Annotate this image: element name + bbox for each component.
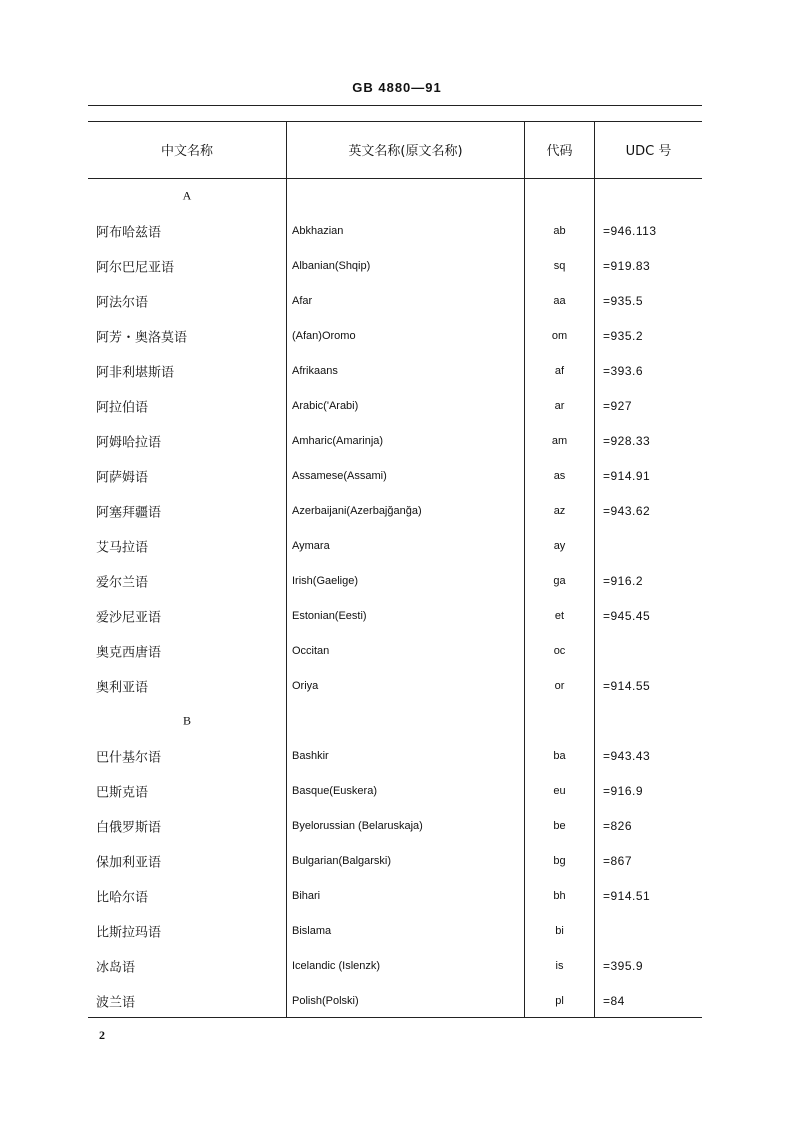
english-name-cell: Polish(Polski): [292, 994, 359, 1007]
chinese-name-cell: 阿法尔语: [96, 295, 149, 310]
chinese-name-cell: 冰岛语: [96, 960, 136, 975]
table-row: [0, 493, 794, 528]
english-name-cell: Basque(Euskera): [292, 784, 377, 797]
code-cell: bg: [553, 854, 566, 867]
english-name-cell: Amharic(Amarinja): [292, 434, 384, 447]
udc-cell: =919.83: [603, 258, 651, 273]
english-name-cell: Bislama: [292, 924, 332, 937]
section-row: [0, 178, 794, 213]
table-row: [0, 213, 794, 248]
code-cell: as: [553, 469, 566, 482]
code-cell: am: [551, 434, 568, 447]
table-row: [0, 738, 794, 773]
code-cell: sq: [553, 259, 566, 272]
english-name-cell: Albanian(Shqip): [292, 259, 371, 272]
code-cell: oc: [553, 644, 566, 657]
chinese-name-cell: 阿拉伯语: [96, 400, 149, 415]
chinese-name-cell: 奥利亚语: [96, 680, 149, 695]
udc-cell: =826: [603, 818, 633, 833]
udc-cell: =916.9: [603, 783, 644, 798]
table-row: [0, 318, 794, 353]
code-cell: is: [555, 959, 564, 972]
table-row: [0, 423, 794, 458]
english-name-cell: Arabic('Arabi): [292, 399, 359, 412]
udc-cell: =946.113: [603, 223, 657, 238]
chinese-name-cell: 阿芳・奥洛莫语: [96, 330, 188, 345]
udc-cell: =943.62: [603, 503, 651, 518]
code-cell: ab: [553, 224, 566, 237]
english-name-cell: Afar: [292, 294, 313, 307]
table-top-rule: [88, 121, 702, 122]
column-header-udc: UDC 号: [625, 144, 672, 159]
code-cell: af: [554, 364, 565, 377]
udc-cell: =945.45: [603, 608, 651, 623]
english-name-cell: Assamese(Assami): [292, 469, 387, 482]
chinese-name-cell: 奥克西唐语: [96, 645, 162, 660]
code-cell: ga: [553, 574, 566, 587]
table-row: [0, 633, 794, 668]
udc-cell: =935.5: [603, 293, 644, 308]
chinese-name-cell: 阿非利堪斯语: [96, 365, 175, 380]
column-header-code: 代码: [546, 144, 573, 159]
document-header: GB 4880—91: [352, 80, 442, 95]
english-name-cell: Aymara: [292, 539, 330, 552]
chinese-name-cell: 阿布哈兹语: [96, 225, 162, 240]
code-cell: ar: [554, 399, 565, 412]
section-row: [0, 703, 794, 738]
chinese-name-cell: 阿尔巴尼亚语: [96, 260, 175, 275]
chinese-name-cell: 波兰语: [96, 995, 136, 1010]
chinese-name-cell: 比斯拉玛语: [96, 925, 162, 940]
column-header-english-name: 英文名称(原文名称): [348, 144, 463, 159]
table-row: [0, 668, 794, 703]
table-row: [0, 388, 794, 423]
section-letter: A: [182, 188, 192, 202]
chinese-name-cell: 巴什基尔语: [96, 750, 162, 765]
table-row: [0, 528, 794, 563]
table-row: [0, 913, 794, 948]
table-row: [0, 773, 794, 808]
udc-cell: =928.33: [603, 433, 651, 448]
code-cell: et: [554, 609, 565, 622]
udc-cell: =916.2: [603, 573, 644, 588]
english-name-cell: Afrikaans: [292, 364, 338, 377]
english-name-cell: Byelorussian (Belaruskaja): [292, 819, 423, 832]
english-name-cell: Icelandic (Islenzk): [292, 959, 381, 972]
english-name-cell: Bulgarian(Balgarski): [292, 854, 392, 867]
udc-cell: =935.2: [603, 328, 644, 343]
english-name-cell: Occitan: [292, 644, 330, 657]
udc-cell: =927: [603, 398, 633, 413]
code-cell: om: [551, 329, 568, 342]
udc-cell: =914.51: [603, 888, 651, 903]
udc-cell: =914.91: [603, 468, 651, 483]
udc-cell: =393.6: [603, 363, 644, 378]
chinese-name-cell: 艾马拉语: [96, 540, 149, 555]
code-cell: bi: [555, 924, 564, 937]
chinese-name-cell: 爱沙尼亚语: [96, 610, 162, 625]
english-name-cell: Azerbaijani(Azerbajğanğa): [292, 504, 422, 517]
section-letter: B: [182, 713, 191, 727]
table-row: [0, 948, 794, 983]
chinese-name-cell: 阿姆哈拉语: [96, 435, 162, 450]
code-cell: be: [553, 819, 566, 832]
chinese-name-cell: 白俄罗斯语: [96, 820, 162, 835]
table-row: [0, 808, 794, 843]
chinese-name-cell: 保加利亚语: [96, 855, 162, 870]
table-row: [0, 563, 794, 598]
chinese-name-cell: 爱尔兰语: [96, 575, 149, 590]
udc-cell: =84: [603, 993, 625, 1008]
udc-cell: =867: [603, 853, 633, 868]
english-name-cell: Irish(Gaelige): [292, 574, 359, 587]
code-cell: aa: [553, 294, 566, 307]
page-number: 2: [99, 1028, 105, 1042]
table-row: [0, 878, 794, 913]
english-name-cell: Bihari: [292, 889, 321, 902]
table-row: [0, 843, 794, 878]
code-cell: eu: [553, 784, 566, 797]
code-cell: bh: [553, 889, 566, 902]
english-name-cell: Abkhazian: [292, 224, 344, 237]
code-cell: ay: [553, 539, 566, 552]
table-row: [0, 248, 794, 283]
chinese-name-cell: 比哈尔语: [96, 890, 149, 905]
table-row: [0, 598, 794, 633]
english-name-cell: Bashkir: [292, 749, 329, 762]
table-row: [0, 283, 794, 318]
chinese-name-cell: 阿塞拜疆语: [96, 505, 162, 520]
code-cell: or: [554, 679, 565, 692]
code-cell: az: [553, 504, 566, 517]
udc-cell: =395.9: [603, 958, 644, 973]
english-name-cell: Estonian(Eesti): [292, 609, 367, 622]
table-row: [0, 983, 794, 1018]
chinese-name-cell: 阿萨姆语: [96, 470, 149, 485]
english-name-cell: (Afan)Oromo: [292, 329, 356, 342]
chinese-name-cell: 巴斯克语: [96, 785, 149, 800]
table-row: [0, 458, 794, 493]
code-cell: pl: [555, 994, 564, 1007]
header-rule: [88, 105, 702, 106]
udc-cell: =943.43: [603, 748, 651, 763]
column-header-chinese-name: 中文名称: [160, 144, 213, 159]
english-name-cell: Oriya: [292, 679, 319, 692]
udc-cell: =914.55: [603, 678, 651, 693]
code-cell: ba: [553, 749, 566, 762]
table-body: [0, 178, 794, 1018]
table-row: [0, 353, 794, 388]
